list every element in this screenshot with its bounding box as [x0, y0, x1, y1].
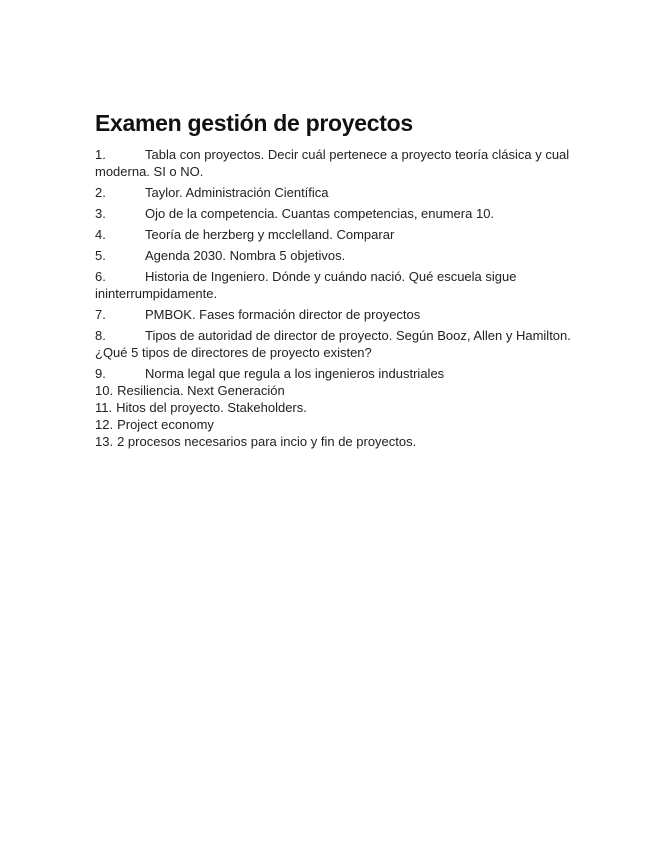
item-number: 2. — [95, 185, 106, 200]
item-text: PMBOK. Fases formación director de proyectos — [145, 307, 421, 322]
item-number: 1. — [95, 147, 106, 162]
item-text: Hitos del proyecto. Stakeholders. — [116, 400, 307, 415]
item-number: 8. — [95, 328, 106, 343]
item-number: 11. — [95, 400, 113, 415]
list-item — [95, 205, 585, 222]
item-text: Ojo de la competencia. Cuantas competencias, enumera 10. — [145, 206, 495, 221]
item-text: Taylor. Administración Científica — [145, 185, 329, 200]
list-item — [95, 416, 585, 433]
item-text: Teoría de herzberg y mcclelland. Comparar — [145, 227, 395, 242]
item-number: 4. — [95, 227, 106, 242]
document-title: Examen gestión de proyectos — [95, 110, 413, 136]
list-item — [95, 306, 585, 323]
item-number: 6. — [95, 269, 106, 284]
item-text: Agenda 2030. Nombra 5 objetivos. — [145, 248, 346, 263]
list-item — [95, 327, 585, 361]
item-number: 5. — [95, 248, 106, 263]
item-text: 2 procesos necesarios para incio y fin de proyectos. — [117, 434, 417, 449]
item-number: 9. — [95, 366, 106, 381]
list-item — [95, 226, 585, 243]
list-item — [95, 382, 585, 399]
list-item — [95, 365, 585, 382]
item-text: Resiliencia. Next Generación — [117, 383, 285, 398]
item-number: 7. — [95, 307, 106, 322]
list-item — [95, 268, 585, 302]
question-list — [95, 146, 585, 450]
item-number: 10. — [95, 383, 114, 398]
list-item — [95, 433, 585, 450]
list-item — [95, 399, 585, 416]
item-number: 13. — [95, 434, 114, 449]
list-item — [95, 184, 585, 201]
item-text: Historia de Ingeniero. Dónde y cuándo nació. Qué escuela sigue ininterrumpidamente. — [95, 269, 517, 301]
document-content — [95, 108, 585, 450]
item-text: Tipos de autoridad de director de proyecto. Según Booz, Allen y Hamilton. ¿Qué 5 tipos de directores de proyecto existen? — [95, 328, 571, 360]
item-text: Project economy — [117, 417, 214, 432]
item-number: 3. — [95, 206, 106, 221]
item-text: Tabla con proyectos. Decir cuál pertenece a proyecto teoría clásica y cual moderna. SI o NO. — [95, 147, 570, 179]
item-text: Norma legal que regula a los ingenieros industriales — [145, 366, 445, 381]
item-number: 12. — [95, 417, 114, 432]
list-item — [95, 146, 585, 180]
list-item — [95, 247, 585, 264]
